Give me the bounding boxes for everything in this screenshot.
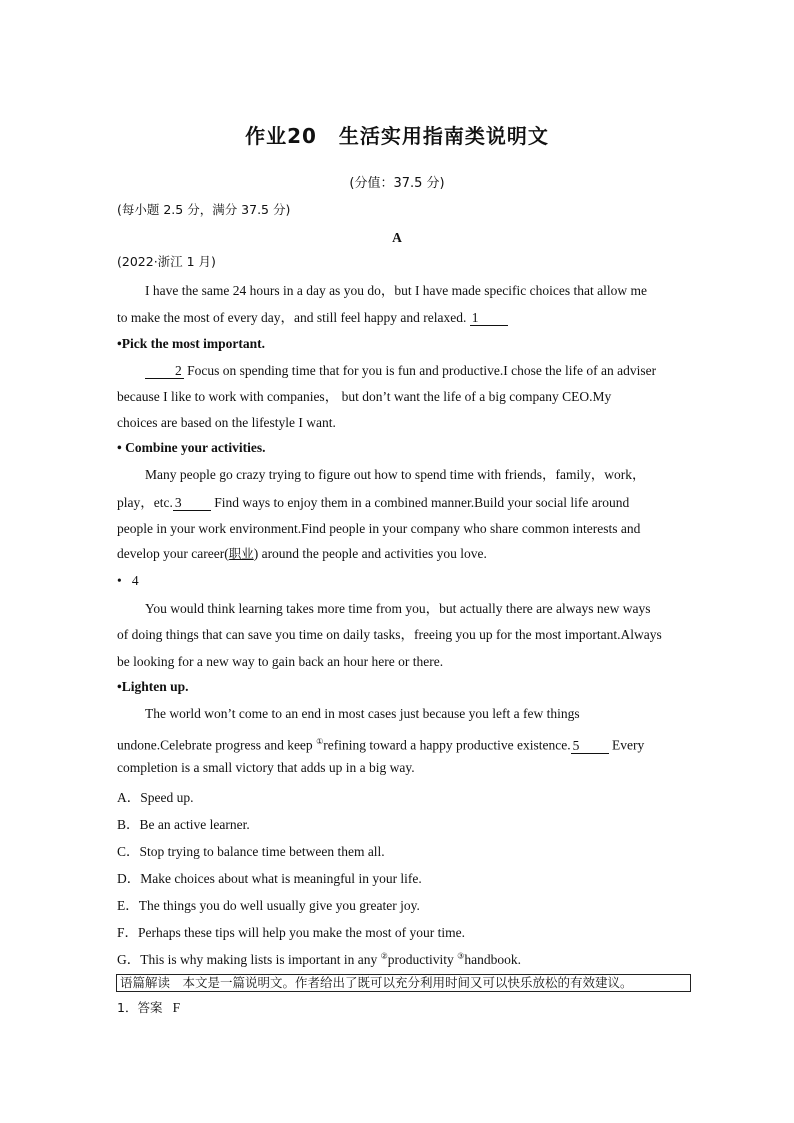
note-marker-2: ② [380, 951, 388, 961]
gloss-career: 职业 [228, 546, 254, 561]
page-title [0, 120, 794, 149]
paragraph-3-line3: people in your work environment.Find people in your company who share common interests and [117, 521, 641, 536]
score-note: (分值：37.5 分) [349, 176, 445, 191]
blank-1: 1 [470, 310, 508, 326]
scoring-rule: (每小题 2.5 分，满分 37.5 分) [117, 202, 291, 217]
heading-4: • 4 [117, 573, 139, 588]
paragraph-3-line4: develop your career(职业) around the people and activities you love. [117, 546, 487, 561]
paragraph-4-line3: be looking for a new way to gain back an hour here or there. [117, 654, 444, 669]
heading-pick: •Pick the most important. [117, 336, 265, 351]
paragraph-4-line2: of doing things that can save you time on daily tasks，freeing you up for the most important.Always [117, 627, 662, 642]
option-d: D．Make choices about what is meaningful in your life. [117, 871, 422, 886]
blank-5: 5 [571, 738, 609, 754]
option-g: G．This is why making lists is important in any ②productivity ③handbook. [117, 951, 521, 967]
paragraph-3: Many people go crazy trying to figure out how to spend time with friends，family，work， [145, 467, 646, 482]
blank-2: 2 [145, 363, 184, 379]
paragraph-1: I have the same 24 hours in a day as you do，but I have made specific choices that allow me [145, 283, 647, 298]
paragraph-5-line2: undone.Celebrate progress and keep ①refining toward a happy productive existence. 5 Every [117, 737, 645, 753]
paragraph-2-line2: because I like to work with companies， but don’t want the life of a big company CEO.My [117, 389, 612, 404]
answer-line [117, 998, 180, 1016]
heading-combine: • Combine your activities. [117, 440, 266, 455]
analysis-box: 语篇解读 本文是一篇说明文。作者给出了既可以充分利用时间又可以快乐放松的有效建议。 [116, 974, 691, 992]
title-text: 生活实用指南类说明文 [338, 124, 549, 148]
answer-label: 1．答案 [117, 1000, 163, 1015]
option-e: E．The things you do well usually give you greater joy. [117, 898, 420, 913]
title-prefix: 作业20 [245, 124, 317, 148]
blank-4: 4 [131, 573, 139, 588]
paragraph-5-line3: completion is a small victory that adds up in a big way. [117, 760, 415, 775]
option-f: F．Perhaps these tips will help you make the most of your time. [117, 925, 465, 940]
answer-value: F [172, 1000, 181, 1015]
option-b: B．Be an active learner. [117, 817, 250, 832]
section-label: A [392, 230, 402, 245]
paragraph-4: You would think learning takes more time from you，but actually there are always new ways [145, 601, 651, 616]
paragraph-2-line3: choices are based on the lifestyle I want. [117, 415, 336, 430]
source-note: (2022·浙江 1 月) [117, 254, 216, 269]
heading-lighten: •Lighten up. [117, 679, 189, 694]
option-a: A．Speed up. [117, 790, 194, 805]
option-c: C．Stop trying to balance time between them all. [117, 844, 385, 859]
blank-3: 3 [173, 495, 211, 511]
paragraph-2: 2 Focus on spending time that for you is fun and productive.I chose the life of an adviser [117, 358, 677, 385]
paragraph-1-cont: to make the most of every day，and still feel happy and relaxed. 1 [117, 305, 677, 332]
paragraph-5: The world won’t come to an end in most cases just because you left a few things [145, 706, 580, 721]
note-marker-3: ③ [457, 951, 465, 961]
paragraph-3-line2: play，etc. 3 Find ways to enjoy them in a combined manner.Build your social life around [117, 495, 630, 510]
note-marker-1: ① [316, 737, 324, 746]
